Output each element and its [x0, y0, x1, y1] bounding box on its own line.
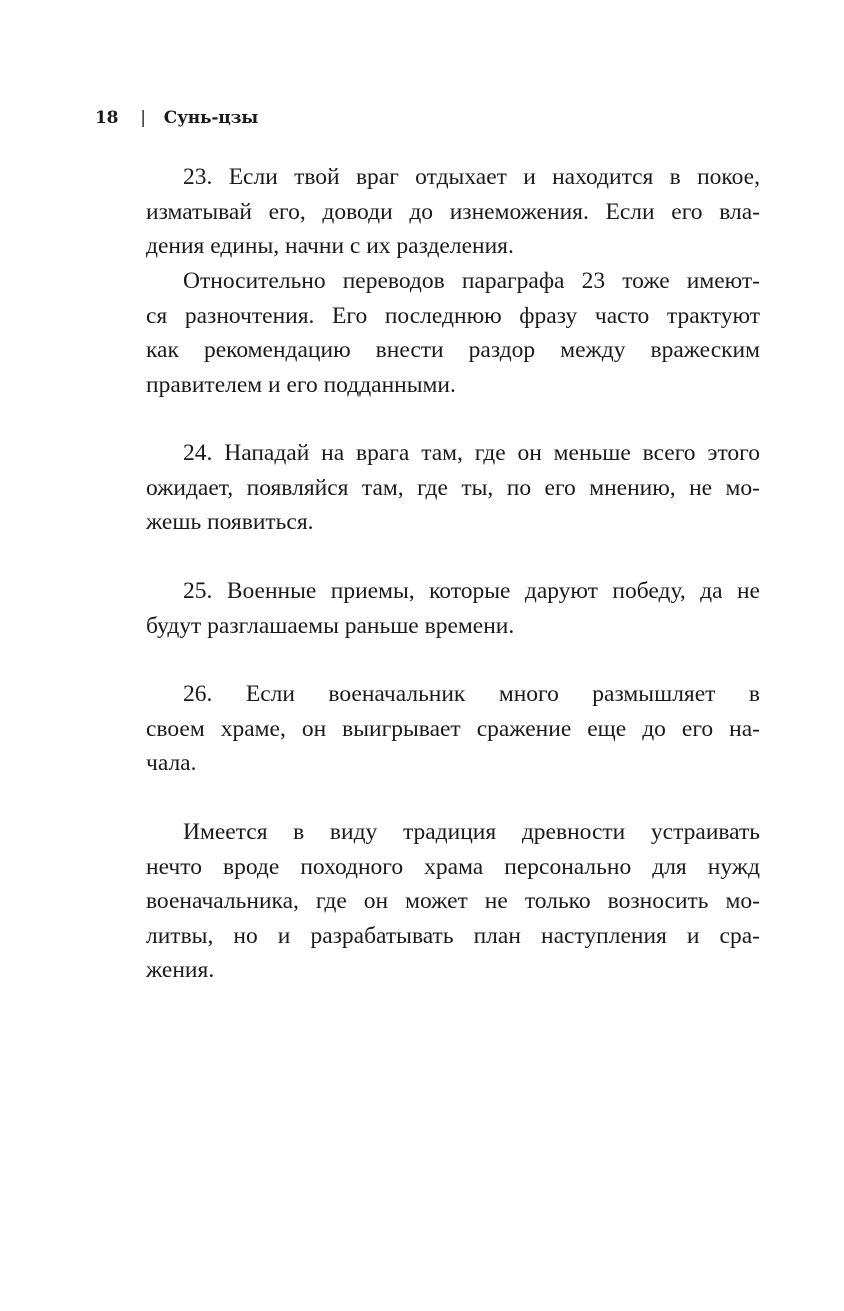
- paragraph-26: [146, 677, 760, 781]
- text-line: чала.: [146, 750, 197, 776]
- paragraph-23: [146, 160, 760, 264]
- paragraph-25: [146, 574, 760, 643]
- text-line: ожидает, появляйся там, где ты, по его мнению, не мо-: [146, 474, 760, 501]
- text-line: жешь появиться.: [146, 509, 314, 535]
- page-header: [95, 104, 258, 132]
- text-line: литвы, но и разрабатывать план наступления и сра-: [146, 922, 760, 949]
- text-line: жения.: [146, 957, 215, 983]
- running-title: Сунь-цзы: [163, 108, 259, 128]
- header-separator: |: [140, 108, 146, 128]
- text-line: будут разглашаемы раньше времени.: [146, 612, 515, 639]
- text-line: правителем и его подданными.: [146, 371, 456, 398]
- text-line: нечто вроде походного храма персонально для нужд: [146, 853, 760, 880]
- commentary-23: [146, 264, 760, 402]
- page-number: 18: [95, 108, 119, 128]
- text-line: как рекомендацию внести раздор между вражеским: [146, 337, 760, 363]
- text-line: Имеется в виду традиция древности устраивать: [183, 819, 760, 845]
- commentary-26: [146, 815, 760, 988]
- text-line: своем храме, он выигрывает сражение еще до его на-: [146, 715, 760, 742]
- text-line: 23. Если твой враг отдыхает и находится в покое,: [183, 164, 760, 190]
- text-line: дения едины, начни с их разделения.: [146, 233, 514, 259]
- paragraph-24: [146, 436, 760, 540]
- text-line: изматывай его, доводи до изнеможения. Если его вла-: [146, 198, 760, 225]
- text-line: 26. Если военачальник много размышляет в: [183, 681, 760, 707]
- text-line: ся разночтения. Его последнюю фразу часто трактуют: [146, 302, 760, 329]
- text-line: Относительно переводов параграфа 23 тоже имеют-: [183, 268, 760, 294]
- text-line: 24. Нападай на врага там, где он меньше всего этого: [183, 440, 760, 466]
- text-line: 25. Военные приемы, которые даруют победу, да не: [183, 578, 760, 604]
- text-line: военачальника, где он может не только возносить мо-: [146, 888, 760, 914]
